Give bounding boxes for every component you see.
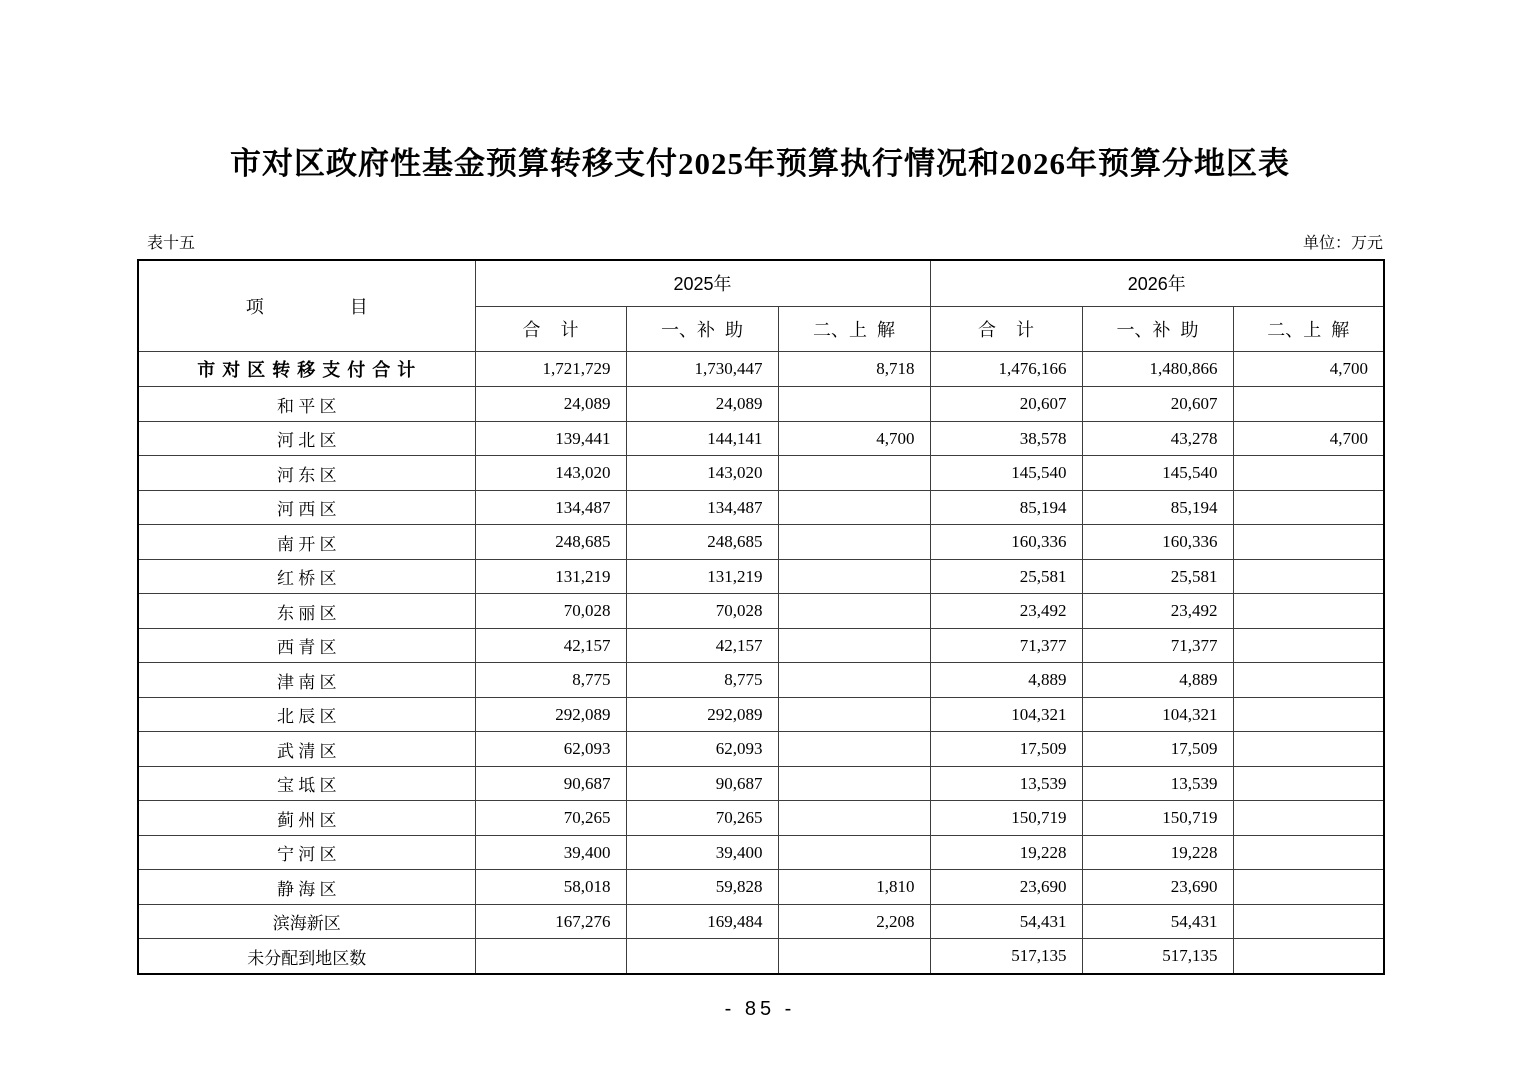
value-cell: 160,336 xyxy=(1082,525,1233,560)
value-cell: 24,089 xyxy=(475,387,626,422)
value-cell xyxy=(1233,801,1384,836)
value-cell: 8,718 xyxy=(778,351,930,387)
value-cell: 25,581 xyxy=(1082,559,1233,594)
unit-label: 单位：万元 xyxy=(1302,235,1383,252)
value-cell xyxy=(1233,939,1384,974)
value-cell xyxy=(1233,456,1384,491)
value-cell: 20,607 xyxy=(1082,387,1233,422)
table-row xyxy=(138,939,1384,974)
row-label: 河 北 区 xyxy=(138,421,475,456)
value-cell: 1,730,447 xyxy=(626,351,778,387)
table-row xyxy=(138,766,1384,801)
row-label: 未分配到地区数 xyxy=(138,939,475,974)
value-cell xyxy=(1233,628,1384,663)
value-cell: 23,492 xyxy=(930,594,1082,629)
value-cell: 42,157 xyxy=(475,628,626,663)
table-row xyxy=(138,559,1384,594)
table-row xyxy=(138,835,1384,870)
value-cell: 43,278 xyxy=(1082,421,1233,456)
row-label: 武 清 区 xyxy=(138,732,475,767)
value-cell: 71,377 xyxy=(1082,628,1233,663)
value-cell: 131,219 xyxy=(475,559,626,594)
value-cell: 145,540 xyxy=(1082,456,1233,491)
value-cell: 17,509 xyxy=(930,732,1082,767)
value-cell: 71,377 xyxy=(930,628,1082,663)
row-label: 市 对 区 转 移 支 付 合 计 xyxy=(138,351,475,387)
value-cell: 20,607 xyxy=(930,387,1082,422)
value-cell: 70,028 xyxy=(626,594,778,629)
value-cell: 131,219 xyxy=(626,559,778,594)
value-cell: 292,089 xyxy=(475,697,626,732)
value-cell xyxy=(778,456,930,491)
value-cell: 23,492 xyxy=(1082,594,1233,629)
value-cell xyxy=(1233,904,1384,939)
row-label: 滨海新区 xyxy=(138,904,475,939)
value-cell xyxy=(778,628,930,663)
column-group-2025: 2025年 xyxy=(475,260,930,306)
value-cell: 4,700 xyxy=(1233,421,1384,456)
table-meta xyxy=(147,230,1383,253)
value-cell: 90,687 xyxy=(475,766,626,801)
value-cell: 70,028 xyxy=(475,594,626,629)
budget-table xyxy=(137,259,1383,975)
value-cell: 39,400 xyxy=(475,835,626,870)
value-cell: 145,540 xyxy=(930,456,1082,491)
value-cell xyxy=(778,766,930,801)
value-cell: 54,431 xyxy=(930,904,1082,939)
value-cell xyxy=(1233,732,1384,767)
value-cell xyxy=(1233,766,1384,801)
column-header-2026-total: 合 计 xyxy=(930,306,1082,351)
value-cell: 13,539 xyxy=(930,766,1082,801)
table-row xyxy=(138,628,1384,663)
value-cell: 1,721,729 xyxy=(475,351,626,387)
value-cell: 104,321 xyxy=(1082,697,1233,732)
row-label: 北 辰 区 xyxy=(138,697,475,732)
value-cell: 1,810 xyxy=(778,870,930,905)
value-cell: 143,020 xyxy=(626,456,778,491)
transfer-payment-table xyxy=(137,259,1385,975)
value-cell xyxy=(778,732,930,767)
value-cell xyxy=(778,801,930,836)
value-cell xyxy=(778,594,930,629)
row-label: 静 海 区 xyxy=(138,870,475,905)
value-cell: 59,828 xyxy=(626,870,778,905)
value-cell xyxy=(778,835,930,870)
value-cell: 134,487 xyxy=(475,490,626,525)
value-cell: 85,194 xyxy=(1082,490,1233,525)
value-cell xyxy=(778,387,930,422)
value-cell: 4,889 xyxy=(1082,663,1233,698)
value-cell: 90,687 xyxy=(626,766,778,801)
value-cell xyxy=(626,939,778,974)
value-cell: 70,265 xyxy=(626,801,778,836)
column-group-2026: 2026年 xyxy=(930,260,1384,306)
row-label: 蓟 州 区 xyxy=(138,801,475,836)
value-cell xyxy=(1233,594,1384,629)
value-cell: 13,539 xyxy=(1082,766,1233,801)
row-label: 宝 坻 区 xyxy=(138,766,475,801)
value-cell: 42,157 xyxy=(626,628,778,663)
table-row xyxy=(138,490,1384,525)
value-cell xyxy=(778,939,930,974)
value-cell: 62,093 xyxy=(475,732,626,767)
value-cell: 248,685 xyxy=(626,525,778,560)
value-cell: 292,089 xyxy=(626,697,778,732)
table-row xyxy=(138,904,1384,939)
value-cell: 1,480,866 xyxy=(1082,351,1233,387)
table-row xyxy=(138,387,1384,422)
column-header-2026-subsidy: 一、补 助 xyxy=(1082,306,1233,351)
value-cell xyxy=(1233,525,1384,560)
value-cell: 1,476,166 xyxy=(930,351,1082,387)
value-cell: 39,400 xyxy=(626,835,778,870)
value-cell xyxy=(1233,870,1384,905)
table-row xyxy=(138,732,1384,767)
page-title: 市对区政府性基金预算转移支付2025年预算执行情况和2026年预算分地区表 xyxy=(230,146,1290,181)
value-cell: 85,194 xyxy=(930,490,1082,525)
row-label: 西 青 区 xyxy=(138,628,475,663)
value-cell: 25,581 xyxy=(930,559,1082,594)
table-row xyxy=(138,801,1384,836)
value-cell: 517,135 xyxy=(930,939,1082,974)
row-label: 红 桥 区 xyxy=(138,559,475,594)
value-cell: 19,228 xyxy=(1082,835,1233,870)
column-header-2026-remittance: 二、上 解 xyxy=(1233,306,1384,351)
value-cell xyxy=(1233,697,1384,732)
table-row xyxy=(138,525,1384,560)
value-cell: 150,719 xyxy=(1082,801,1233,836)
row-label: 津 南 区 xyxy=(138,663,475,698)
row-label: 和 平 区 xyxy=(138,387,475,422)
value-cell: 104,321 xyxy=(930,697,1082,732)
table-row xyxy=(138,870,1384,905)
row-label: 东 丽 区 xyxy=(138,594,475,629)
value-cell xyxy=(1233,490,1384,525)
value-cell xyxy=(778,697,930,732)
table-row xyxy=(138,351,1384,387)
value-cell xyxy=(475,939,626,974)
value-cell: 144,141 xyxy=(626,421,778,456)
value-cell: 8,775 xyxy=(475,663,626,698)
row-label: 河 西 区 xyxy=(138,490,475,525)
value-cell: 54,431 xyxy=(1082,904,1233,939)
table-row xyxy=(138,697,1384,732)
value-cell: 24,089 xyxy=(626,387,778,422)
value-cell xyxy=(1233,559,1384,594)
table-row xyxy=(138,594,1384,629)
value-cell xyxy=(1233,663,1384,698)
table-row xyxy=(138,421,1384,456)
value-cell xyxy=(778,663,930,698)
value-cell xyxy=(1233,835,1384,870)
value-cell: 160,336 xyxy=(930,525,1082,560)
value-cell: 62,093 xyxy=(626,732,778,767)
table-row xyxy=(138,663,1384,698)
value-cell: 4,700 xyxy=(1233,351,1384,387)
value-cell: 167,276 xyxy=(475,904,626,939)
value-cell xyxy=(778,525,930,560)
value-cell: 17,509 xyxy=(1082,732,1233,767)
column-header-item: 项 目 xyxy=(138,260,475,351)
value-cell: 248,685 xyxy=(475,525,626,560)
page-number: - 85 - xyxy=(724,998,796,1020)
value-cell: 134,487 xyxy=(626,490,778,525)
value-cell: 517,135 xyxy=(1082,939,1233,974)
value-cell: 19,228 xyxy=(930,835,1082,870)
value-cell: 38,578 xyxy=(930,421,1082,456)
value-cell: 8,775 xyxy=(626,663,778,698)
row-label: 宁 河 区 xyxy=(138,835,475,870)
value-cell: 4,700 xyxy=(778,421,930,456)
value-cell xyxy=(778,490,930,525)
value-cell xyxy=(778,559,930,594)
column-header-2025-total: 合 计 xyxy=(475,306,626,351)
value-cell: 58,018 xyxy=(475,870,626,905)
column-header-2025-remittance: 二、上 解 xyxy=(778,306,930,351)
row-label: 南 开 区 xyxy=(138,525,475,560)
column-header-2025-subsidy: 一、补 助 xyxy=(626,306,778,351)
header-year-row xyxy=(138,260,1384,306)
value-cell: 70,265 xyxy=(475,801,626,836)
value-cell: 2,208 xyxy=(778,904,930,939)
value-cell: 169,484 xyxy=(626,904,778,939)
value-cell: 23,690 xyxy=(1082,870,1233,905)
value-cell: 150,719 xyxy=(930,801,1082,836)
row-label: 河 东 区 xyxy=(138,456,475,491)
value-cell: 139,441 xyxy=(475,421,626,456)
value-cell: 23,690 xyxy=(930,870,1082,905)
table-row xyxy=(138,456,1384,491)
value-cell xyxy=(1233,387,1384,422)
table-number-label: 表十五 xyxy=(147,235,196,252)
value-cell: 4,889 xyxy=(930,663,1082,698)
value-cell: 143,020 xyxy=(475,456,626,491)
